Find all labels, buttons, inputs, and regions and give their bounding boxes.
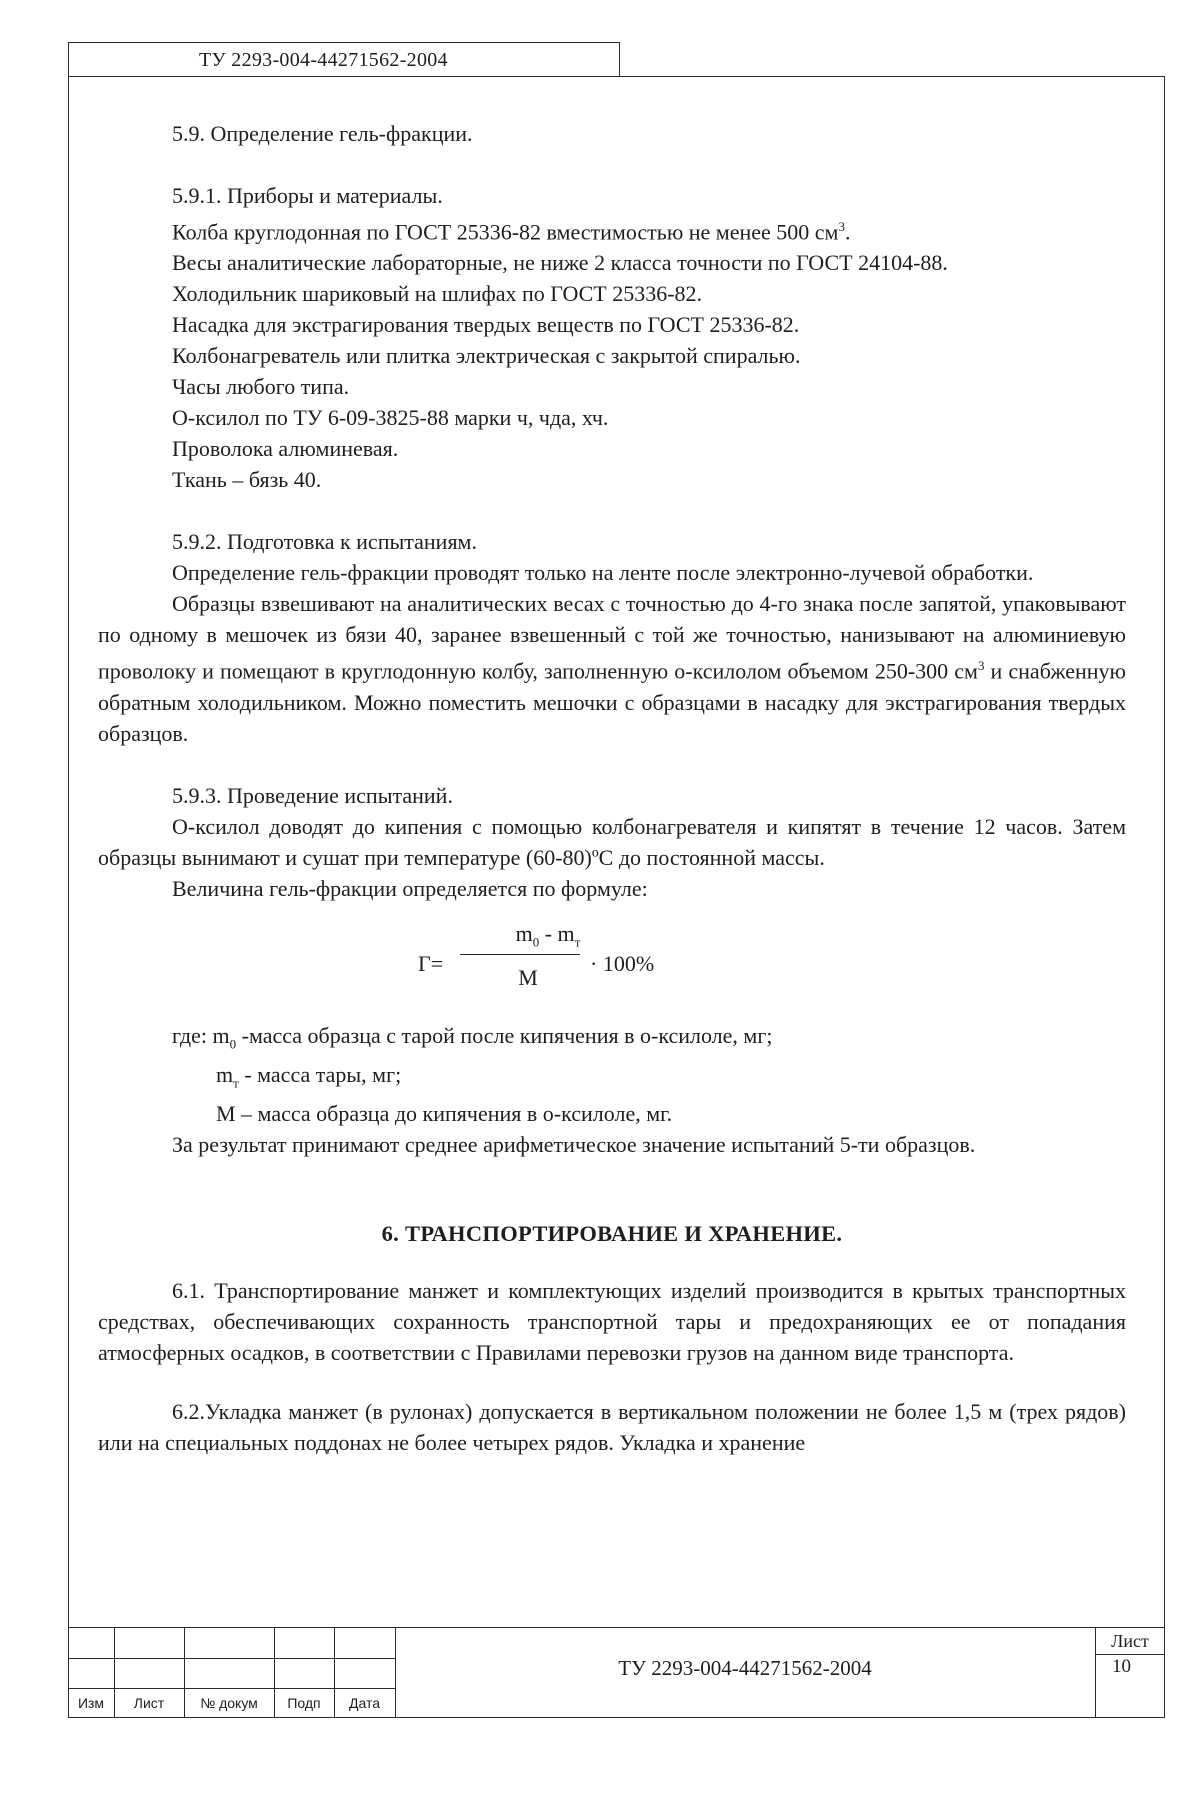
formula-legend-line [98, 1059, 1126, 1098]
formula-minus-m: - m [539, 920, 575, 946]
sheet-label: Лист [1096, 1628, 1164, 1655]
section-5-9-title: 5.9. Определение гель-фракции. [172, 121, 473, 146]
formula-legend-line [98, 1020, 1126, 1059]
legend-symbol: m [216, 1062, 234, 1088]
title-block-grid [68, 1628, 395, 1717]
subscript: т [574, 934, 581, 950]
formula-m0: m [515, 920, 533, 946]
list-item: Холодильник шариковый на шлифах по ГОСТ 25336-82. [172, 281, 703, 307]
section-5-9-2-title: 5.9.2. Подготовка к испытаниям. [172, 529, 477, 555]
list-item: О-ксилол по ТУ 6-09-3825-88 марки ч, чда, хч. [172, 405, 609, 431]
list-item: Ткань – бязь 40. [172, 467, 322, 493]
col-label-doc: № докум [200, 1695, 258, 1711]
paragraph: О-ксилол доводят до кипения с помощью колбонагревателя и кипятят в течение 12 часов. Затем образцы вынимают и сушат при температуре (60-80)ºС до постоянной массы. [98, 813, 1126, 870]
gel-fraction-formula [98, 918, 1126, 1014]
col-label-izm: Изм [77, 1695, 105, 1711]
formula-lhs: Г= [418, 950, 444, 976]
col-label-list: Лист [133, 1695, 165, 1711]
superscript: 3 [838, 219, 845, 234]
title-block [68, 1627, 1165, 1718]
fraction-bar [460, 954, 580, 955]
col-label-date: Дата [348, 1695, 380, 1711]
list-item: Проволока алюминевая. [172, 436, 399, 462]
document-body [98, 118, 1126, 1458]
subscript: 0 [532, 934, 540, 950]
list-item: Весы аналитические лабораторные, не ниже 2 класса точности по ГОСТ 24104-88. [172, 250, 948, 276]
section-5-9-3-title: 5.9.3. Проведение испытаний. [172, 782, 453, 808]
title-block-doc-code: ТУ 2293-004-44271562-2004 [618, 1656, 872, 1680]
paragraph-text: и снабженную обратным холодильником. Можно поместить мешочки с образцами в насадку для экстрагирования твердых образцов. [98, 658, 1126, 746]
list-item-text: Колба круглодонная по ГОСТ 25336-82 вместимостью не менее 500 см [172, 219, 839, 245]
subscript: 0 [229, 1036, 237, 1052]
header-doc-code: ТУ 2293-004-44271562-2004 [68, 42, 620, 76]
list-item: Часы любого типа. [172, 374, 350, 400]
formula-legend-line: М – масса образца до кипячения в о-ксилоле, мг. [216, 1101, 673, 1127]
result-paragraph: За результат принимают среднее арифметическое значение испытаний 5-ти образцов. [172, 1132, 976, 1158]
list-item [98, 211, 1126, 247]
sheet-box [1095, 1628, 1164, 1717]
section-5-9-1-title: 5.9.1. Приборы и материалы. [172, 183, 443, 208]
paragraph: Определение гель-фракции проводят только на ленте после электронно-лучевой обработки. [172, 560, 1034, 586]
formula-rhs: · 100% [590, 950, 655, 976]
formula-denominator: М [518, 964, 538, 990]
sheet-number: 10 [1112, 1656, 1131, 1677]
list-item: Насадка для экстрагирования твердых веществ по ГОСТ 25336-82. [172, 312, 800, 338]
legend-symbol: где: m [172, 1022, 230, 1048]
subscript: т [233, 1075, 239, 1091]
section-6-heading: 6. ТРАНСПОРТИРОВАНИЕ И ХРАНЕНИЕ. [381, 1221, 843, 1247]
superscript: 3 [977, 658, 985, 674]
paragraph [98, 588, 1126, 748]
col-label-sign: Подп [287, 1695, 321, 1711]
list-item-end: . [844, 219, 851, 245]
list-item: Колбонагреватель или плитка электрическая с закрытой спиралью. [172, 343, 801, 369]
legend-text: -масса образца с тарой после кипячения в о-ксилоле, мг; [236, 1022, 773, 1048]
paragraph: 6.1. Транспортирование манжет и комплектующих изделий производится в крытых транспортных средствах, обеспечивающих сохранность транспортной тары и предохраняющих ее от попадания атмосферных осадков, в соответствии с Правилами перевозки грузов на данном виде транспорта. [98, 1278, 1126, 1366]
legend-text: - масса тары, мг; [238, 1062, 402, 1088]
paragraph: 6.2.Укладка манжет (в рулонах) допускается в вертикальном положении не более 1,5 м (трех рядов) или на специальных поддонах не более четырех рядов. Укладка и хранение [98, 1399, 1126, 1456]
paragraph-text: Образцы взвешивают на аналитических весах с точностью до 4-го знака после запятой, упаковывают по одному в мешочек из бязи 40, заранее взвешенный с той же точностью, нанизывают на алюминиевую проволоку и помещают в круглодонную колбу, заполненную о-ксилолом объемом 250-300 см [98, 591, 1126, 684]
paragraph: Величина гель-фракции определяется по формуле: [172, 875, 648, 901]
